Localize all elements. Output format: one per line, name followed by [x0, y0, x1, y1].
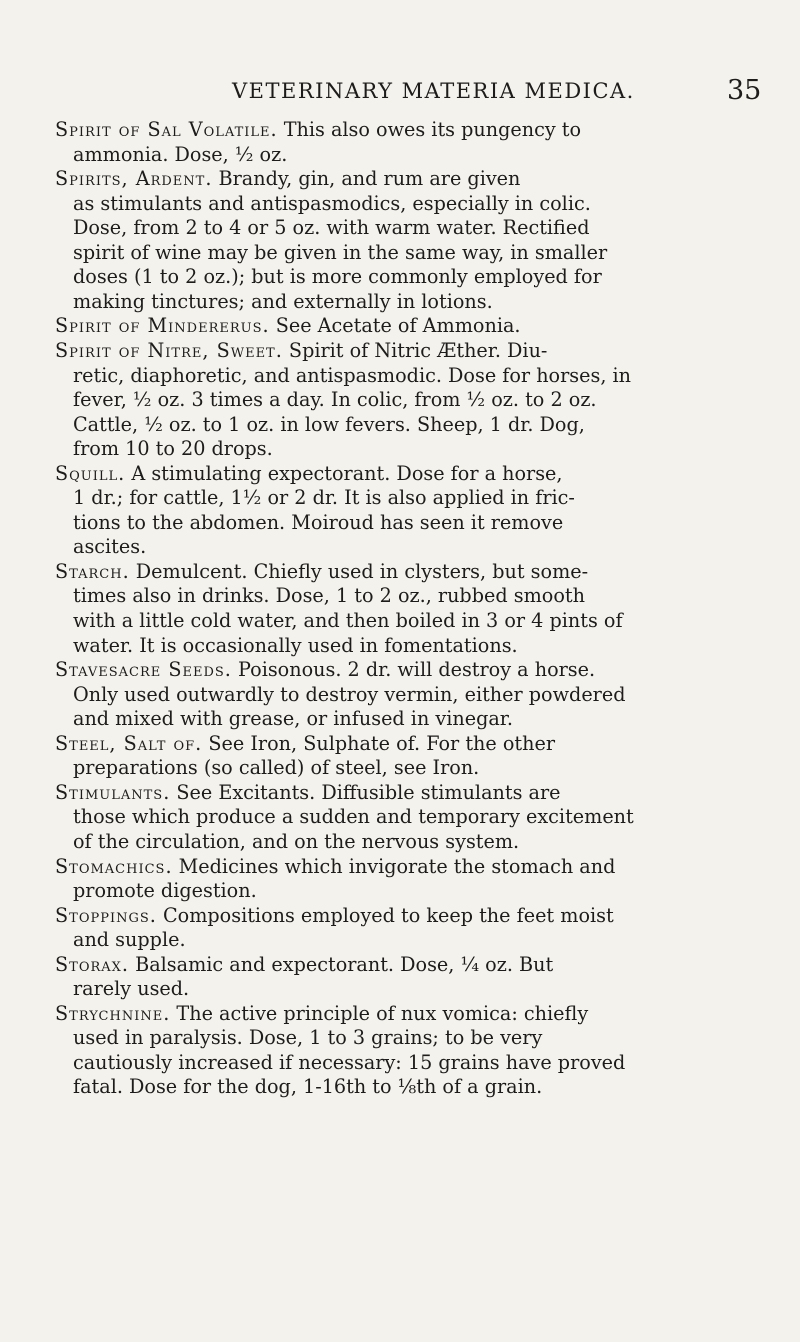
entry-text: A stimulating expectorant. Dose for a horse,	[125, 461, 563, 485]
entry-headword: Spirit of Mindererus.	[55, 314, 270, 338]
entry-text: of the circulation, and on the nervous system.	[73, 829, 520, 853]
entry-text: used in paralysis. Dose, 1 to 3 grains; to be very	[73, 1026, 543, 1050]
entry-text: fatal. Dose for the dog, 1-16th to ⅛th of a grain.	[73, 1075, 543, 1099]
entry-continuation-line	[73, 928, 186, 951]
entry-text: Medicines which invigorate the stomach and	[172, 854, 616, 878]
entry-text: retic, diaphoretic, and antispasmodic. Dose for horses, in	[73, 363, 632, 387]
entry-text: Balsamic and expectorant. Dose, ¼ oz. But	[129, 952, 554, 976]
entry-text: spirit of wine may be given in the same way, in smaller	[73, 240, 608, 264]
entry-headword: Squill.	[55, 461, 126, 485]
entry-text: water. It is occasionally used in fomentations.	[73, 633, 518, 657]
entry-text: Brandy, gin, and rum are given	[212, 167, 521, 191]
running-title: VETERINARY MATERIA MEDICA.	[232, 79, 635, 103]
entry-text: making tinctures; and externally in lotions.	[73, 289, 493, 313]
entry-first-line	[55, 339, 547, 362]
entry-text: See Iron, Sulphate of. For the other	[202, 731, 556, 755]
entry-continuation-line	[73, 388, 597, 411]
entry-headword: Stavesacre Seeds.	[55, 658, 232, 682]
entry-continuation-line	[73, 486, 575, 509]
entry-continuation-line	[73, 1075, 542, 1098]
entry-text: Cattle, ½ oz. to 1 oz. in low fevers. Sheep, 1 dr. Dog,	[73, 412, 585, 436]
entry-headword: Spirit of Sal Volatile.	[55, 118, 278, 141]
entry-first-line	[55, 118, 581, 141]
entry-first-line	[55, 732, 555, 755]
entry-continuation-line	[73, 584, 585, 607]
entry-headword: Stimulants.	[55, 780, 171, 804]
entry-continuation-line	[73, 609, 623, 632]
entry-first-line	[55, 658, 595, 681]
entry-text: promote digestion.	[73, 879, 257, 903]
entry-first-line	[55, 1002, 588, 1025]
entry-headword: Spirit of Nitre, Sweet.	[55, 338, 283, 362]
entry-text: fever, ½ oz. 3 times a day. In colic, from ½ oz. to 2 oz.	[73, 388, 597, 412]
entry-headword: Stomachics.	[55, 854, 173, 878]
entry-text: tions to the abdomen. Moiroud has seen it remove	[73, 510, 564, 534]
entry-text: This also owes its pungency to	[277, 118, 582, 141]
entry-text: times also in drinks. Dose, 1 to 2 oz., rubbed smooth	[73, 584, 585, 608]
entry-continuation-line	[73, 756, 479, 779]
entry-continuation-line	[73, 1026, 542, 1049]
entry-continuation-line	[73, 879, 257, 902]
entry-first-line	[55, 855, 615, 878]
entry-first-line	[55, 904, 614, 927]
entry-headword: Stoppings.	[55, 903, 157, 927]
entry-text: those which produce a sudden and temporary excitement	[73, 805, 634, 829]
entry-continuation-line	[73, 216, 590, 239]
entry-text: doses (1 to 2 oz.); but is more commonly employed for	[73, 265, 602, 289]
entry-continuation-line	[73, 634, 518, 657]
entry-text: ascites.	[73, 535, 147, 559]
entry-continuation-line	[73, 683, 625, 706]
entry-text: preparations (so called) of steel, see Iron.	[73, 756, 480, 780]
entry-continuation-line	[73, 241, 607, 264]
entry-text: Demulcent. Chiefly used in clysters, but some-	[129, 559, 589, 583]
entry-text: and supple.	[73, 928, 186, 952]
entry-continuation-line	[73, 830, 519, 853]
entry-continuation-line	[73, 707, 513, 730]
entry-continuation-line	[73, 535, 146, 558]
entry-headword: Spirits, Ardent.	[55, 167, 213, 191]
page-number: 35	[727, 75, 762, 106]
entry-headword: Starch.	[55, 559, 130, 583]
entry-continuation-line	[73, 805, 634, 828]
entry-text: rarely used.	[73, 977, 190, 1001]
entry-text: Only used outwardly to destroy vermin, either powdered	[73, 682, 626, 706]
entry-text: See Excitants. Diffusible stimulants are	[170, 780, 561, 804]
entry-text: See Acetate of Ammonia.	[269, 314, 521, 338]
entry-first-line	[55, 781, 561, 804]
entry-first-line	[55, 462, 563, 485]
entry-text: 1 dr.; for cattle, 1½ or 2 dr. It is also applied in fric-	[73, 486, 575, 510]
entry-text: The active principle of nux vomica: chiefly	[170, 1001, 589, 1025]
entry-first-line	[55, 953, 553, 976]
entry-text: with a little cold water, and then boiled in 3 or 4 pints of	[73, 609, 623, 632]
entry-headword: Storax.	[55, 952, 130, 976]
entry-first-line	[55, 167, 520, 190]
entry-continuation-line	[73, 511, 563, 534]
entry-continuation-line	[73, 1051, 625, 1074]
entry-continuation-line	[73, 437, 273, 460]
entry-text: Spirit of Nitric Æther. Diu-	[282, 338, 548, 362]
entry-continuation-line	[73, 364, 631, 387]
entry-headword: Steel, Salt of.	[55, 731, 203, 755]
entry-first-line	[55, 314, 521, 337]
entry-text: Dose, from 2 to 4 or 5 oz. with warm water. Rectified	[73, 216, 590, 240]
entry-continuation-line	[73, 290, 493, 313]
entry-text: cautiously increased if necessary: 15 grains have proved	[73, 1050, 626, 1074]
entry-continuation-line	[73, 977, 189, 1000]
entry-text: Poisonous. 2 dr. will destroy a horse.	[231, 658, 596, 682]
entry-continuation-line	[73, 192, 591, 215]
entry-text: Compositions employed to keep the feet moist	[156, 903, 614, 927]
entry-continuation-line	[73, 265, 602, 288]
entry-continuation-line	[73, 143, 287, 166]
entry-text: ammonia. Dose, ½ oz.	[73, 142, 288, 166]
entry-continuation-line	[73, 413, 585, 436]
entry-text: and mixed with grease, or infused in vinegar.	[73, 707, 513, 731]
entry-text: from 10 to 20 drops.	[73, 437, 273, 461]
entry-first-line	[55, 560, 588, 583]
entry-headword: Strychnine.	[55, 1001, 171, 1025]
entry-text: as stimulants and antispasmodics, especially in colic.	[73, 191, 591, 215]
